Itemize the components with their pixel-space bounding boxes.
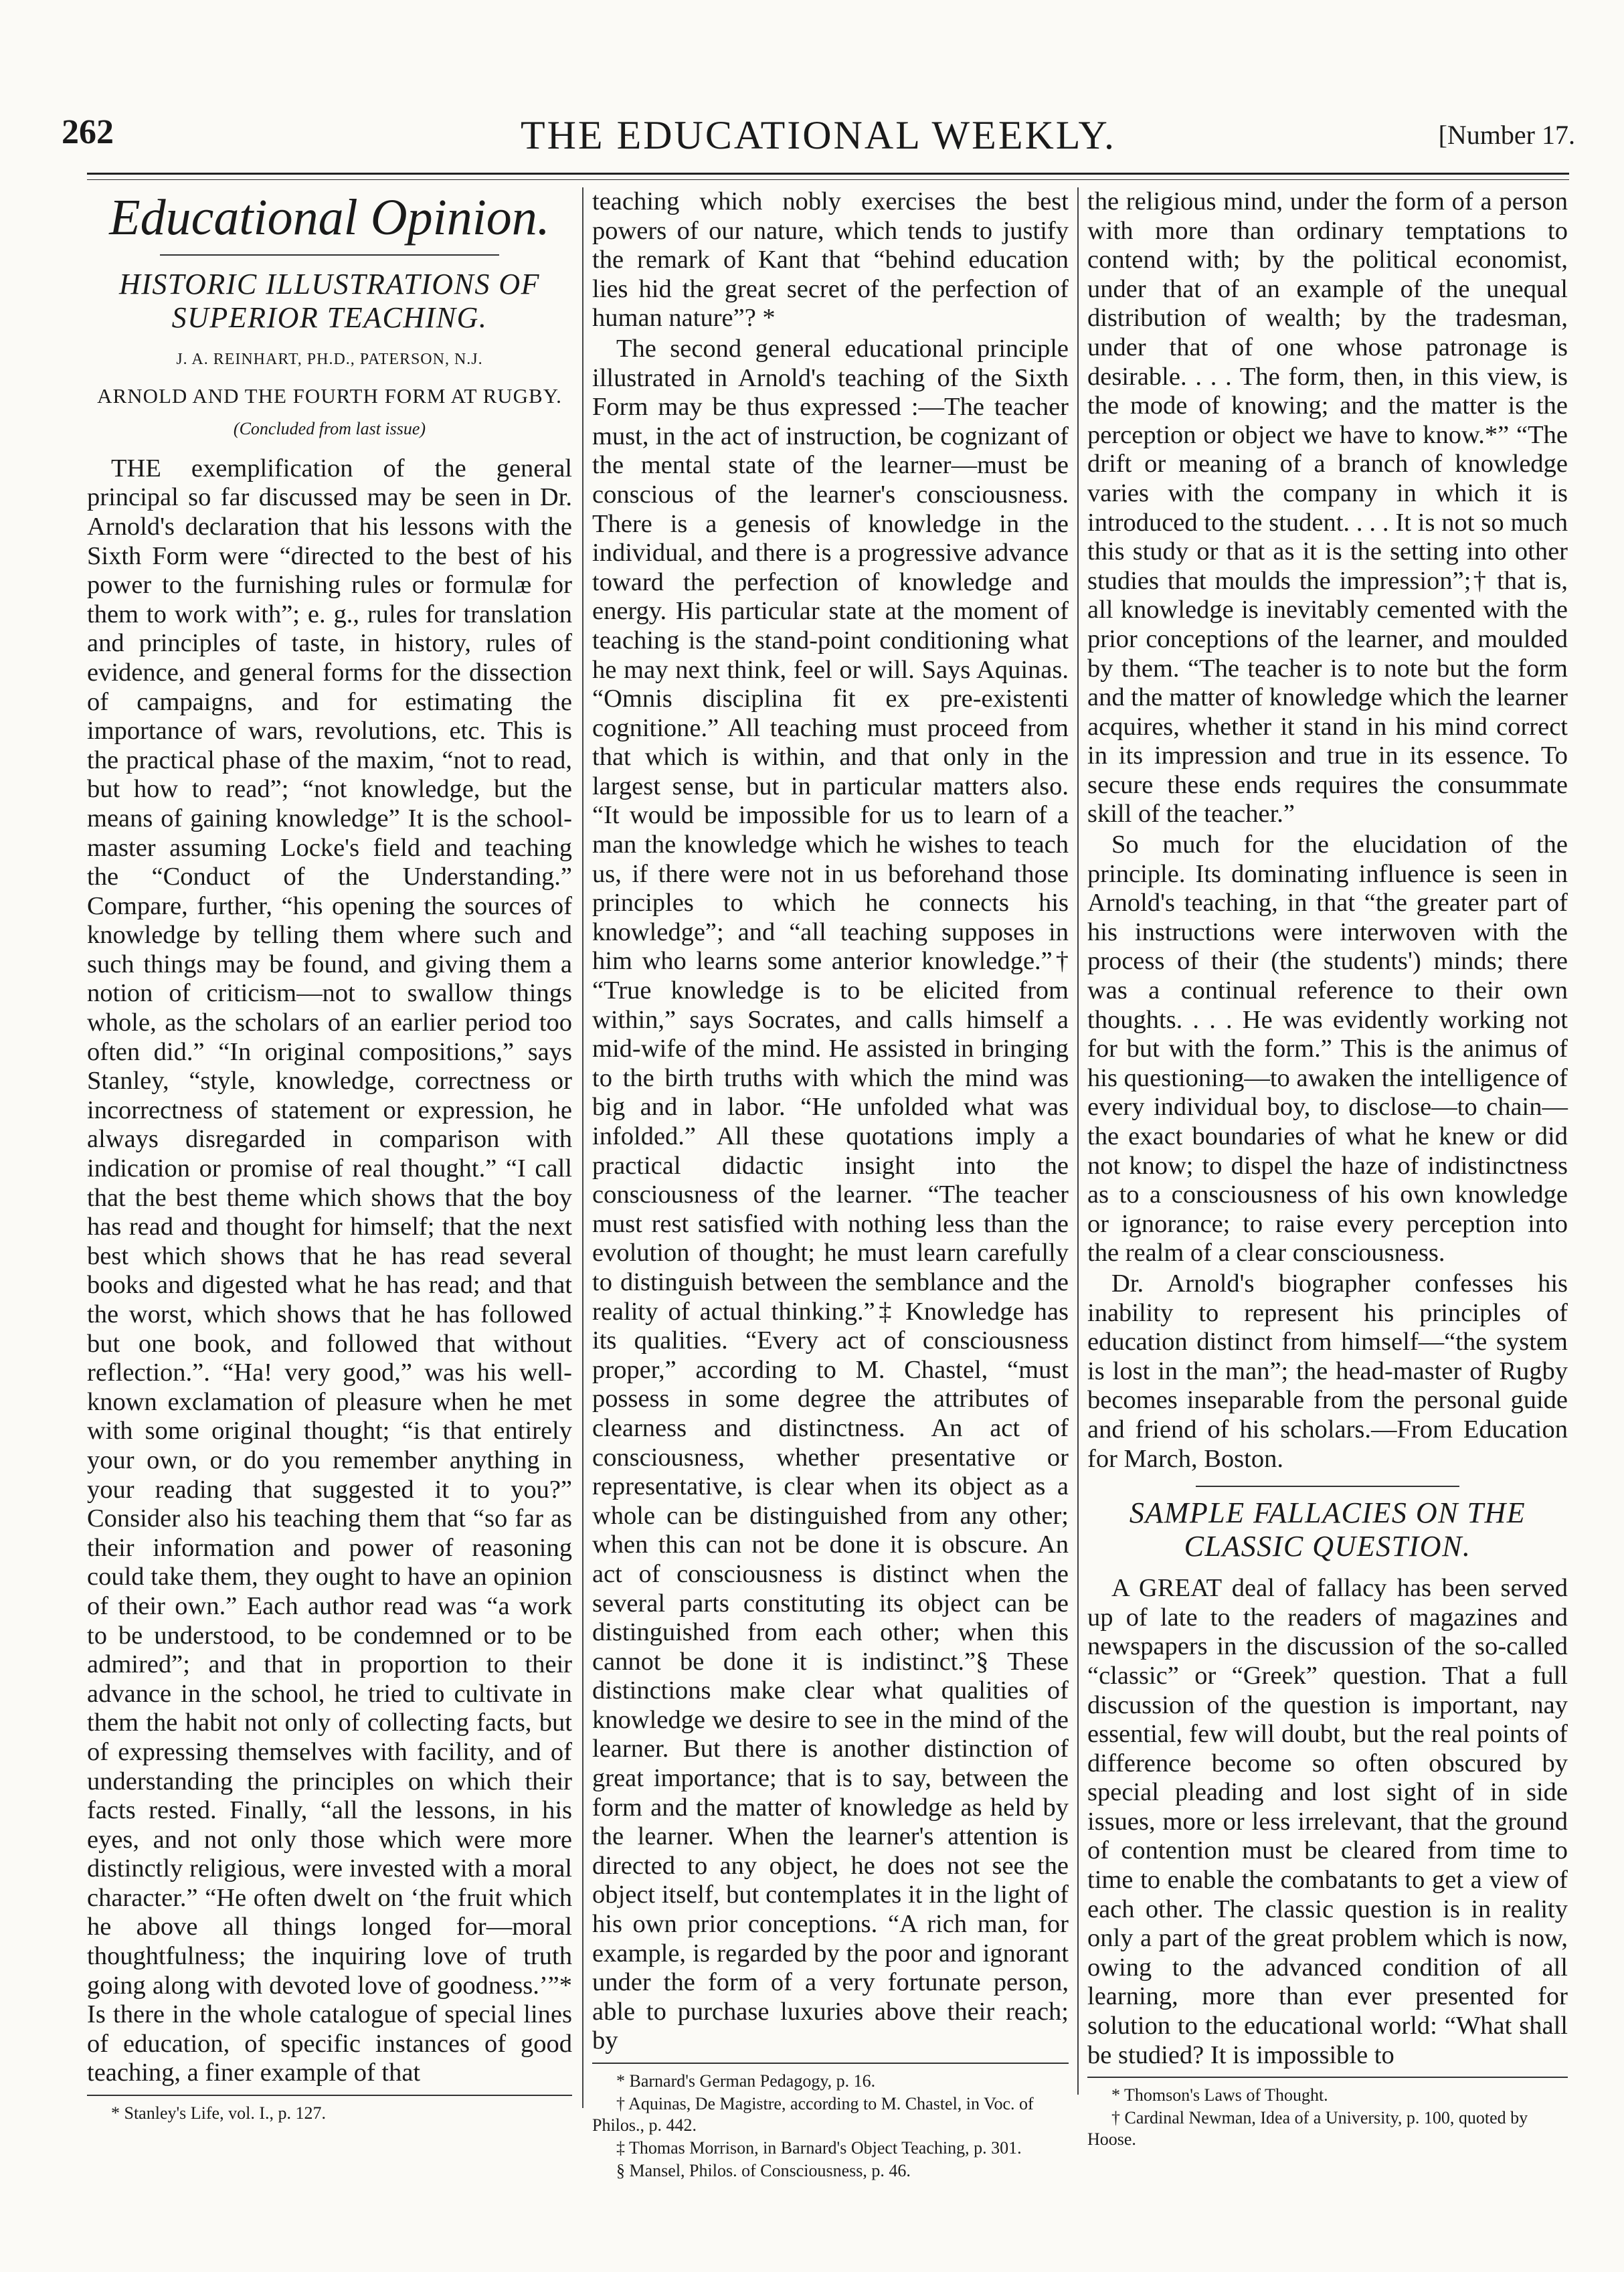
paragraph: A GREAT deal of fallacy has been served up of late to the readers of magazines and newspapers in the discussion of the so-called “classic” or “Greek” question. That a full discussion of the question is important, nay essential, few will doubt, but the real points of difference become so often obscured by special pleading and lost sight of in side issues, more or less irrelevant, that the ground of contention must be cleared from time to time to enable the combatants to get a view of each other. The classic question is in reality only a part of the great problem which is now, owing to the advanced condition of all learning, more than ever presented for solution to the educational world: “What shall be studied? It is impossible to — [1087, 1574, 1568, 2069]
section-rule — [160, 254, 500, 256]
header-rule-thin — [87, 179, 1569, 180]
paragraph: THE exemplification of the general principal so far discussed may be seen in Dr. Arnold's declaration that his lessons with the Sixth Form were “directed to the best of his power to the furnishing rules or formulæ for them to work with”; e. g., rules for translation and principles of taste, in history, rules of evidence, and general forms for the dissection of campaigns, and for estimating the importance of wars, revolutions, etc. This is the practical phase of the maxim, “not to read, but how to read”; “not knowledge, but the means of gaining knowledge” It is the school-master assuming Locke's field and teaching the “Conduct of the Understanding.” Compare, further, “his opening the sources of knowledge by telling them where such and such things may be found, and giving them a notion of criticism—not to swallow things whole, as the scholars of an earlier period too often did.” “In original compositions,” says Stanley, “style, knowledge, correctness or incorrectness of statement or expression, he always disregarded in comparison with indication or promise of real thought.” “I call that the best theme which shows that the boy has read and thought for himself; that the next best which shows that he has read several books and digested what he has read; and that the worst, which shows that he has followed but one book, and followed that without reflection.”. “Ha! very good,” was his well-known exclamation of pleasure when he met with some original thought; “is that entirely your own, or do you remember anything in your reading that suggested it to you?” Consider also his teaching them that “so far as their information and power of reasoning could take them, they ought to have an opinion of their own.” Each author read was “a work to be understood, to be condemned or to be admired”; and that in proportion to their advance in the school, he tried to cultivate in them the habit not only of collecting facts, but of expressing themselves with facility, and of understanding the principles on which their facts rested. Finally, “all the lessons, in his eyes, and not only those which were more distinctly religious, were invested with a moral character.” “He often dwelt on ‘the fruit which he above all things longed for—moral thoughtfulness; the inquiring love of truth going along with devoted love of goodness.’”* Is there in the whole catalogue of special lines of education, of specific instances of good teaching, a finer example of that — [87, 454, 572, 2087]
paragraph: So much for the elucidation of the principle. Its dominating influence is seen in Arnold's teaching, in that “the greater part of his instructions were interwoven with the process of their (the students') minds; there was a continual reference to their own thoughts. . . . He was evidently working not for but with the form.” This is the animus of his questioning—to awaken the intelligence of every individual boy, to disclose—to chain—the exact boundaries of what he knew or did not know; to dispel the haze of indistinctness as to a consciousness of his own knowledge or ignorance; to raise every perception into the realm of a clear consciousness. — [1087, 831, 1568, 1268]
column-1 — [87, 187, 572, 2125]
footnote-rule — [592, 2063, 1069, 2064]
column-2 — [592, 187, 1069, 2183]
article-title: SAMPLE FALLACIES ON THE CLASSIC QUESTION. — [1129, 1496, 1526, 1563]
paragraph: Dr. Arnold's biographer confesses his inability to represent his principles of education distinct from himself—“the system is lost in the man”; the head-master of Rugby becomes inseparable from the personal guide and friend of his scholars.—From Education for March, Boston. — [1087, 1269, 1568, 1473]
paragraph: The second general educational principle illustrated in Arnold's teaching of the Sixth Form may be thus expressed :—The teacher must, in the act of instruction, be cognizant of the mental state of the learner—must be conscious of the learner's consciousness. There is a genesis of knowledge in the individual, and there is a progressive advance toward the perfection of knowledge and energy. His particular state at the moment of teaching is the stand-point conditioning what he may next think, feel or will. Says Aquinas. “Omnis disciplina fit ex pre-existenti cognitione.” All teaching must proceed from that which is within, and that only in the largest sense, but in particular matters also. “It would be impossible for us to learn of a man the knowledge which he wishes to teach us, if there were not in us beforehand those principles to which he connects his knowledge”; and “all teaching supposes in him who learns some anterior knowledge.”† “True knowledge is to be elicited from within,” says Socrates, and calls himself a mid-wife of the mind. He assisted in bringing to the birth truths with which the mind was big and in labor. “He unfolded what was infolded.” All these quotations imply a practical didactic insight into the consciousness of the learner. “The teacher must rest satisfied with nothing less than the evolution of thought; he must learn carefully to distinguish between the semblance and the reality of actual thinking.”‡ Knowledge has its qualities. “Every act of consciousness proper,” according to M. Chastel, “must possess in some degree the attributes of clearness and distinctness. An act of consciousness, whether presentative or representative, is clear when its object as a whole can be distinguished from any other; when this can not be done it is obscure. An act of consciousness is distinct when the several parts constituting its object can be distinguished from each other; when this cannot be done it is indistinct.”§ These distinctions make clear what qualities of knowledge we desire to see in the mind of the learner. But there is another distinction of great importance; that is to say, between the form and the matter of knowledge as held by the learner. When the learner's attention is directed to any object, he does not see the object itself, but contemplates it in the light of his own prior conceptions. “A rich man, for example, is regarded by the poor and ignorant under the form of a very fortunate person, able to purchase luxuries above their reach; by — [592, 334, 1069, 2055]
footnote: * Stanley's Life, vol. I., p. 127. — [111, 2103, 326, 2123]
section-title: Educational Opinion. — [109, 189, 550, 246]
byline: J. A. REINHART, PH.D., PATERSON, N.J. — [176, 351, 483, 368]
paragraph: the religious mind, under the form of a person with more than ordinary temptations to contend with; by the political economist, under that of an example of the unequal distribution of wealth; by the tradesman, under that of one whose patronage is desirable. . . . The form, then, in this view, is the mode of knowing; and the matter is the perception or object we have to know.*” “The drift or meaning of a branch of knowledge varies with the company in which it is introduced to the student. . . . It is not so much this study or that as it is the setting into other studies that moulds the impression”;† that is, all knowledge is inevitably cemented with the prior conceptions of the learner, and moulded by them. “The teacher is to note but the form and the matter of knowledge which the learner acquires, whether it stand in his mind correct in its impression and true in its essence. To secure these ends requires the consummate skill of the teacher.” — [1087, 187, 1568, 828]
footnote: † Aquinas, De Magistre, according to M. Chastel, in Voc. of Philos., p. 442. — [592, 2094, 1034, 2135]
column-divider-2 — [1077, 187, 1079, 2095]
article-separator — [1196, 1486, 1460, 1487]
paragraph: teaching which nobly exercises the best powers of our nature, which tends to justify the remark of Kant that “behind education lies hid the great secret of the perfection of human nature”? * — [592, 187, 1069, 333]
column-divider-1 — [582, 187, 583, 2108]
article-subhead: ARNOLD AND THE FOURTH FORM AT RUGBY. — [97, 383, 562, 408]
column-3 — [1087, 187, 1568, 2152]
page-header — [62, 112, 1575, 166]
continuation-note: (Concluded from last issue) — [233, 419, 426, 439]
footnote: * Thomson's Laws of Thought. — [1111, 2085, 1328, 2105]
footnote: † Cardinal Newman, Idea of a University, p. 100, quoted by Hoose. — [1087, 2108, 1528, 2150]
issue-number: [Number 17. — [1438, 120, 1575, 150]
footnote: § Mansel, Philos. of Consciousness, p. 46. — [616, 2161, 911, 2180]
footnote: * Barnard's German Pedagogy, p. 16. — [616, 2071, 876, 2091]
header-rule — [87, 173, 1569, 175]
footnote-rule — [1087, 2077, 1568, 2078]
footnote-rule — [87, 2095, 572, 2096]
publication-title: THE EDUCATIONAL WEEKLY. — [520, 113, 1117, 157]
footnote: ‡ Thomas Morrison, in Barnard's Object Teaching, p. 301. — [616, 2138, 1022, 2158]
page-number: 262 — [62, 113, 114, 151]
article-title: HISTORIC ILLUSTRATIONS OF SUPERIOR TEACHING. — [118, 268, 541, 334]
